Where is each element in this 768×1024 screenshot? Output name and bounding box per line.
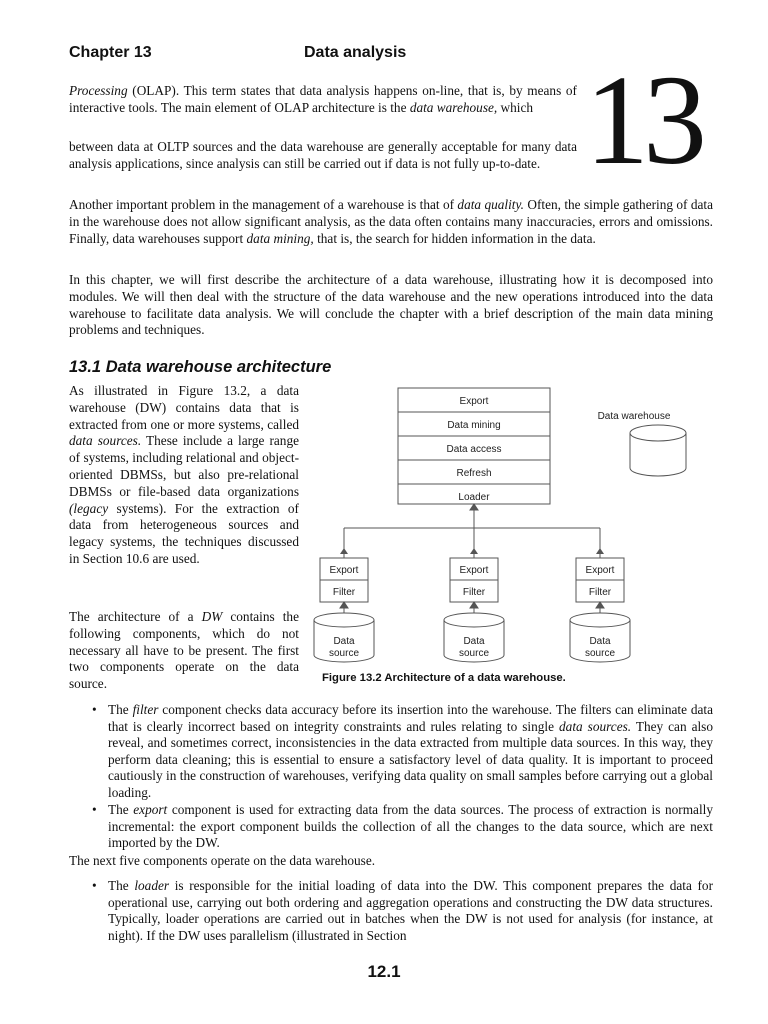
source-label-2: source — [328, 648, 360, 659]
box-export-label: Export — [585, 565, 615, 576]
text-run: component is used for extracting data from the data sources. The process of extraction is normally incremental: the export component builds the collection of all the changes to the data source, which are next imported by the DW. — [108, 802, 713, 851]
dw-label: Data warehouse — [597, 411, 671, 422]
intro-paragraph-2: between data at OLTP sources and the data warehouse are generally acceptable for many data analysis applications, since analysis can still be carried out if data is not fully up-to-date. — [69, 139, 577, 171]
term-processing: Processing — [69, 83, 128, 98]
chapter-title: Data analysis — [304, 44, 407, 61]
text-run: The architecture of a — [69, 609, 202, 624]
box-export-label: Export — [459, 565, 489, 576]
stack-refresh: Refresh — [456, 468, 492, 479]
term-export: export — [133, 802, 168, 817]
term-data-warehouse: data warehouse, — [409, 99, 498, 115]
text-run: (OLAP). This term states that data analysis happens on-line, that is, by means of interactive tools. The main element of OLAP architecture is the — [69, 83, 577, 115]
stack-data-access: Data access — [446, 444, 502, 455]
bullet-icon: • — [92, 878, 97, 893]
bullet-loader — [88, 878, 713, 944]
term-legacy: (legacy — [69, 500, 109, 516]
chapter-label: Chapter 13 — [69, 44, 152, 61]
source-label-1: Data — [333, 636, 355, 647]
intro-paragraph-4: In this chapter, we will first describe the architecture of a data warehouse, illustrating how it is decomposed into modules. We will then deal with the structure of the data warehouse and the new operations introduced into the data warehouse to facilitate data analysis. We will conclude the chapter with a brief description of the main data mining problems and techniques. — [69, 272, 713, 338]
dw-architecture-figure — [312, 380, 712, 670]
text-run: The — [108, 878, 135, 893]
page-number: 12.1 — [367, 962, 401, 981]
transition-paragraph: The next five components operate on the data warehouse. — [69, 853, 376, 868]
term-data-sources: data sources. — [559, 718, 632, 734]
stack-data-mining: Data mining — [447, 420, 501, 431]
text-run: Another important problem in the management of a warehouse is that of — [69, 197, 458, 212]
bullet-filter — [88, 702, 713, 802]
section-paragraph-1 — [69, 383, 299, 568]
box-filter-label: Filter — [462, 587, 486, 598]
section-paragraph-2 — [69, 609, 299, 693]
term-dw: DW — [201, 609, 223, 624]
term-loader: loader — [134, 878, 170, 893]
text-run: is responsible for the initial loading of data into the DW. This component prepares the data for operational use, carrying out both ordering and aggregation operations and constructing the DW data structures. Typically, loader operations are carried out in batches when the DW is not used for analysis (for instance, at night). If the DW uses parallelism (illustrated in Section — [108, 878, 713, 943]
bullet-export — [88, 802, 713, 852]
intro-paragraph-3 — [69, 197, 713, 247]
data-source-cylinder-middle — [444, 613, 504, 662]
term-data-sources: data sources. — [69, 433, 142, 449]
section-heading: 13.1 Data warehouse architecture — [69, 358, 332, 376]
box-filter-label: Filter — [332, 587, 356, 598]
source-label-1: Data — [463, 636, 485, 647]
text-run: component checks data accuracy before its insertion into the warehouse. The filters can eliminate data that is clearly incorrect based on integrity constraints and rules relating to single — [108, 702, 714, 734]
bullet-icon: • — [92, 702, 97, 717]
text-run: The — [108, 802, 134, 817]
text-run: The — [108, 702, 133, 717]
text-run: which — [497, 99, 534, 115]
data-source-cylinder-right — [570, 613, 630, 662]
text-run: systems). For the extraction of data from heterogeneous sources and legacy systems, the techniques discussed in Section 10.6 are used. — [69, 500, 299, 566]
text-run: Often, the simple gathering of data in the warehouse does not allow significant analysis, as the data often contains many inaccuracies, errors and omissions. Finally, data warehouses support — [69, 197, 714, 246]
source-label-2: source — [458, 648, 490, 659]
text-run: These include a large range of systems, including relational and object-oriented DBMSs, but also pre-relational DBMSs or file-based data organizations — [69, 433, 299, 499]
box-export-label: Export — [329, 565, 359, 576]
term-data-mining: data mining, — [246, 230, 314, 246]
chapter-number-graphic: 13 — [585, 49, 701, 191]
bullet-icon: • — [92, 802, 97, 817]
source-label-2: source — [584, 648, 616, 659]
text-run: As illustrated in Figure 13.2, a data warehouse (DW) contains data that is extracted from one or more systems, called — [69, 383, 299, 432]
text-run: that is, the search for hidden information in the data. — [313, 230, 596, 246]
box-filter-label: Filter — [588, 587, 612, 598]
intro-paragraph-1 — [69, 83, 577, 117]
dw-component-stack — [398, 388, 550, 504]
term-data-quality: data quality. — [457, 197, 524, 212]
term-filter: filter — [132, 702, 159, 717]
stack-export: Export — [459, 396, 489, 407]
figure-caption: Figure 13.2 Architecture of a data warehouse. — [322, 672, 566, 684]
data-source-cylinder-left — [314, 613, 374, 662]
text-run: They can also reveal, and sometimes correct, inconsistencies in the data extracted from multiple data sources. In this way, they perform data cleaning; this is essential to ensure a satisfactory level of data quality. It is important to proceed cautiously in the construction of warehouses, verifying data quality on small samples before carrying out a global loading. — [108, 718, 713, 800]
source-label-1: Data — [589, 636, 611, 647]
stack-loader: Loader — [458, 492, 490, 503]
text-run: contains the following components, which do not necessary all have to be present. The first two components operate on the data source. — [69, 609, 299, 692]
